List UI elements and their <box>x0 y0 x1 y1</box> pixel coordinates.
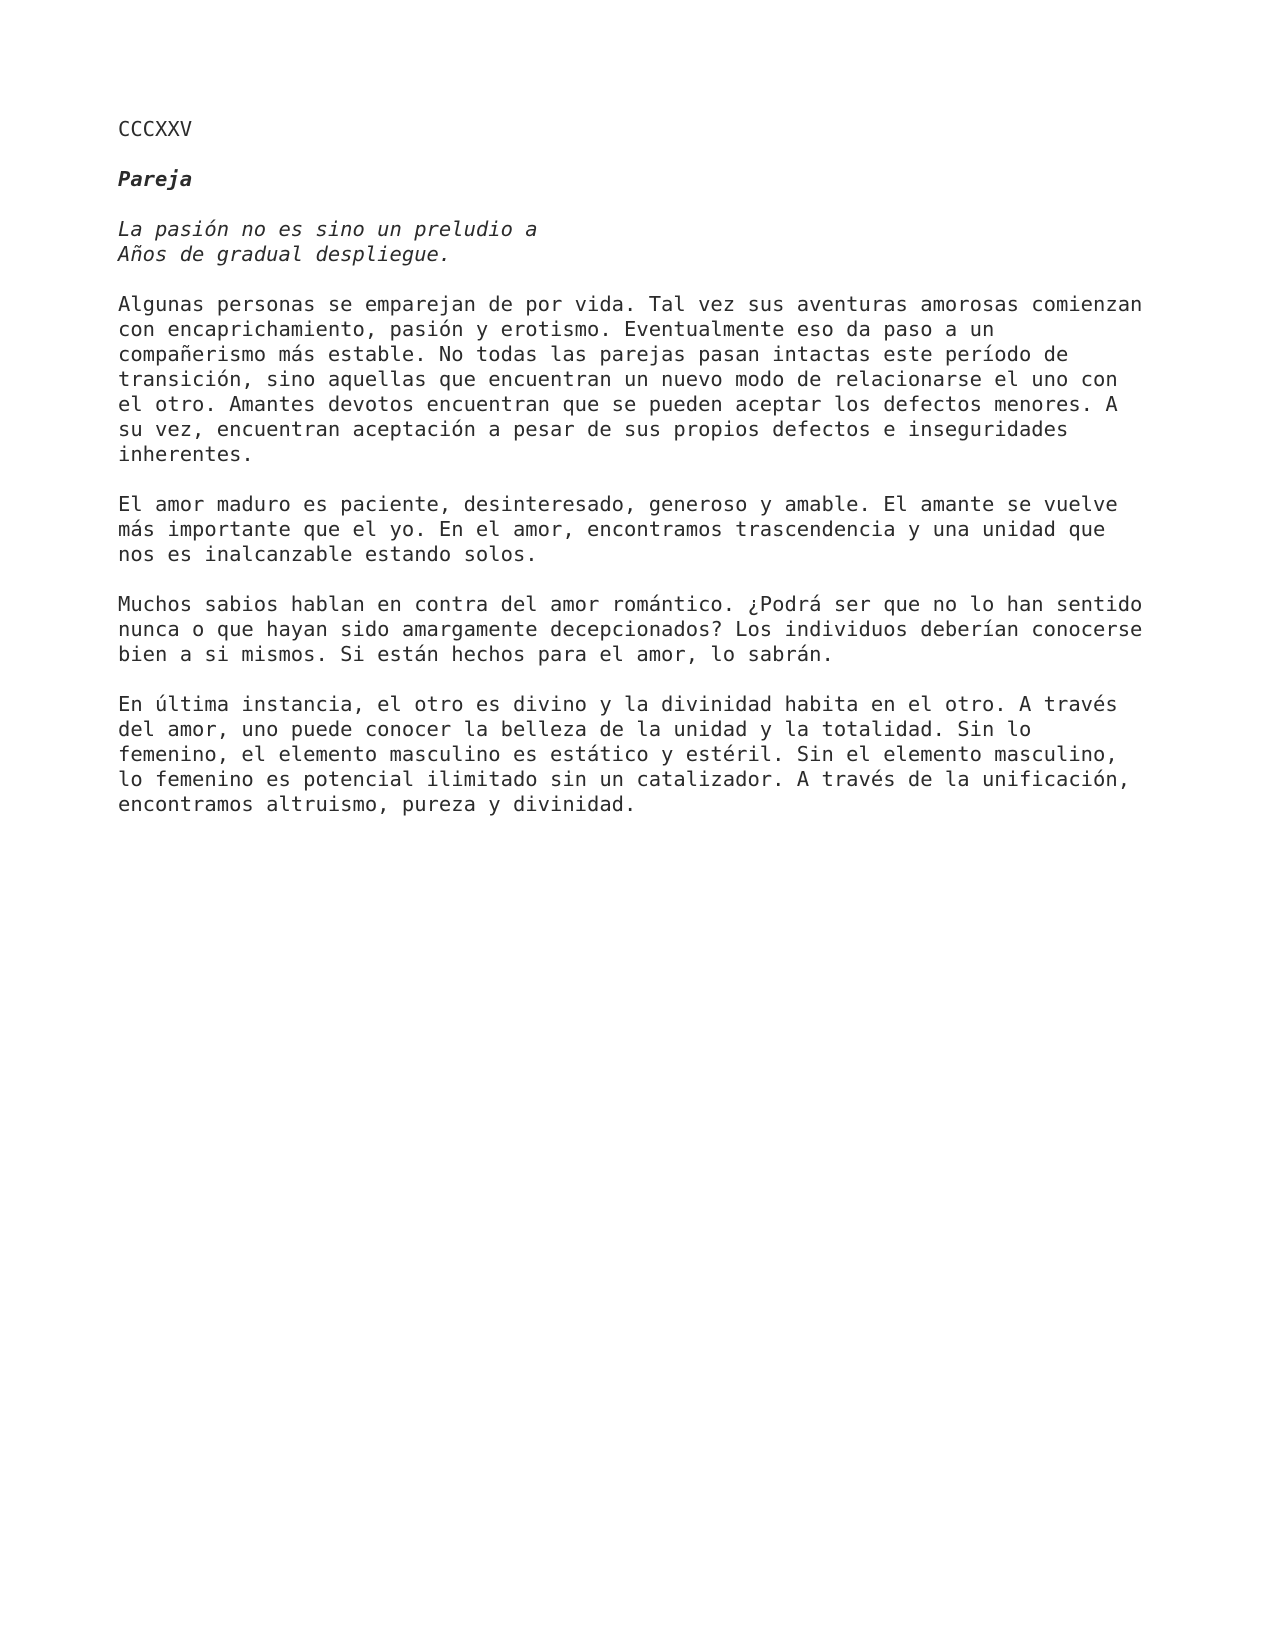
paragraph-line: lo femenino es potencial ilimitado sin un catalizador. A través de la unificación, <box>118 767 1131 791</box>
paragraph-2 <box>118 492 1218 567</box>
chapter-number: CCCXXV <box>118 117 193 141</box>
section-title: Pareja <box>118 167 193 191</box>
paragraph-line: encontramos altruismo, pureza y divinidad. <box>118 792 637 816</box>
paragraph-3 <box>118 592 1218 667</box>
paragraph-line: El amor maduro es paciente, desinteresado, generoso y amable. El amante se vuelve <box>118 492 1118 516</box>
epigraph-line: Años de gradual despliegue. <box>118 242 452 266</box>
epigraph <box>118 217 1218 267</box>
paragraph-line: con encaprichamiento, pasión y erotismo. Eventualmente eso da paso a un <box>118 317 995 341</box>
paragraph-line: transición, sino aquellas que encuentran un nuevo modo de relacionarse el uno con <box>118 367 1118 391</box>
paragraph-line: nunca o que hayan sido amargamente decepcionados? Los individuos deberían conocerse <box>118 617 1143 641</box>
paragraph-line: bien a si mismos. Si están hechos para el amor, lo sabrán. <box>118 642 834 666</box>
paragraph-1 <box>118 292 1218 467</box>
paragraph-line: compañerismo más estable. No todas las parejas pasan intactas este período de <box>118 342 1069 366</box>
document-page <box>118 117 1218 842</box>
paragraph-line: En última instancia, el otro es divino y la divinidad habita en el otro. A través <box>118 692 1118 716</box>
paragraph-line: el otro. Amantes devotos encuentran que se pueden aceptar los defectos menores. A <box>118 392 1118 416</box>
paragraph-line: su vez, encuentran aceptación a pesar de sus propios defectos e inseguridades <box>118 417 1069 441</box>
paragraph-line: del amor, uno puede conocer la belleza de la unidad y la totalidad. Sin lo <box>118 717 1032 741</box>
paragraph-line: Muchos sabios hablan en contra del amor romántico. ¿Podrá ser que no lo han sentido <box>118 592 1143 616</box>
paragraph-4 <box>118 692 1218 817</box>
paragraph-line: Algunas personas se emparejan de por vida. Tal vez sus aventuras amorosas comienzan <box>118 292 1143 316</box>
paragraph-line: femenino, el elemento masculino es estático y estéril. Sin el elemento masculino, <box>118 742 1118 766</box>
paragraph-line: más importante que el yo. En el amor, encontramos trascendencia y una unidad que <box>118 517 1106 541</box>
epigraph-line: La pasión no es sino un preludio a <box>118 217 538 241</box>
paragraph-line: inherentes. <box>118 442 254 466</box>
paragraph-line: nos es inalcanzable estando solos. <box>118 542 538 566</box>
